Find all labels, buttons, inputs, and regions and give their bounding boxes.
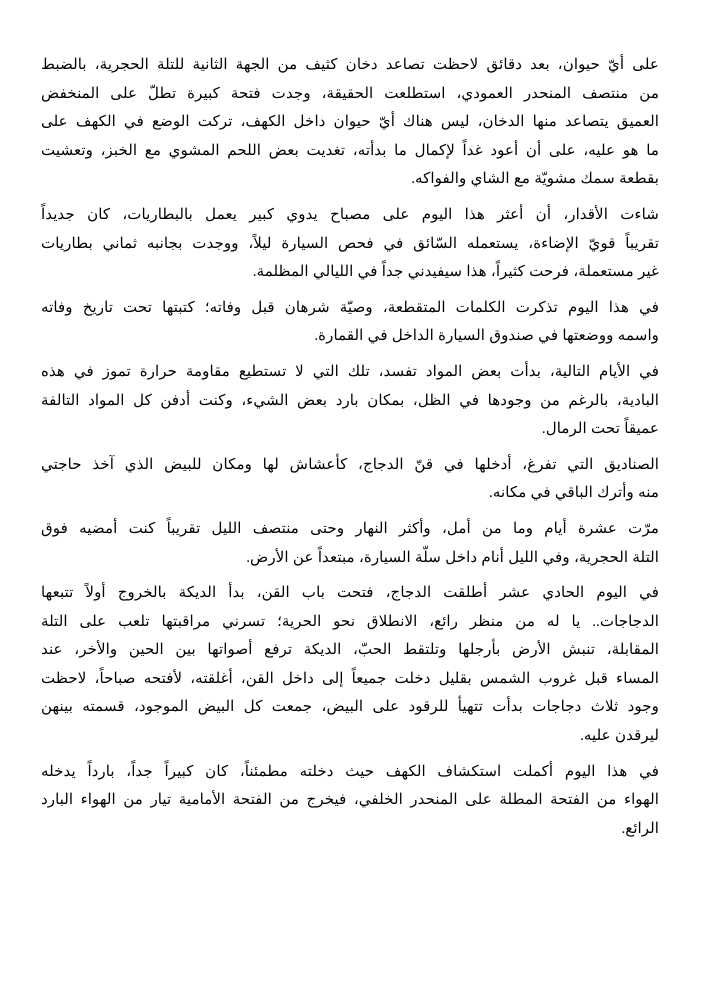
text-line: التلة الحجرية، وفي الليل أنام داخل سلّة السيارة، مبتعداً عن الأرض. xyxy=(246,548,659,566)
paragraph xyxy=(41,201,659,287)
text-line: ما هو عليه، على أن أعود غداً لإكمال ما بدأته، تغديت بعض اللحم المشوي مع الخبز، وتعشيت xyxy=(41,141,659,159)
paragraph xyxy=(41,358,659,444)
text-line: الهواء من الفتحة المطلة على المنحدر الخلفي، فيخرج من الفتحة الأمامية تيار من الهواء البارد xyxy=(41,791,659,809)
text-line: على أيّ حيوان، بعد دقائق لاحظت تصاعد دخان كثيف من الجهة الثانية للتلة الحجرية، بالضبط xyxy=(41,56,659,73)
text-line: في الأيام التالية، بدأت بعض المواد تفسد، تلك التي لا تستطيع مقاومة حرارة تموز في هذه xyxy=(41,362,659,380)
paragraph xyxy=(41,51,659,194)
text-line: بقطعة سمك مشويّة مع الشاي والفواكه. xyxy=(411,170,659,188)
text-line: الصناديق التي تفرغ، أدخلها في قنّ الدجاج، كأعشاش لها ومكان للبيض الذي آخذ حاجتي xyxy=(41,455,659,473)
text-line: المساء قبل غروب الشمس بقليل دخلت جميعاً إلى داخل القن، أغلقته، لأفتحه صباحاً، لاحظت xyxy=(41,669,659,687)
text-line: في هذا اليوم تذكرت الكلمات المتقطعة، وصيّة شرهان قبل وفاته؛ كتبتها تحت تاريخ وفاته xyxy=(41,298,659,316)
text-line: وجود ثلاث دجاجات بدأت تتهيأ للرقود على البيض، جمعت كل البيض الموجود، قسمته بينهن xyxy=(41,698,659,716)
paragraph xyxy=(41,758,659,844)
text-line: الدجاجات.. يا له من منظر رائع، الانطلاق نحو الحرية؛ تسرني مراقبتها تلعب على التلة xyxy=(41,612,659,630)
text-line: العميق يتصاعد منها الدخان، ليس هناك أيّ حيوان داخل الكهف، تركت الوضع في الكهف على xyxy=(41,113,659,131)
paragraph xyxy=(41,579,659,751)
document-body xyxy=(41,51,659,843)
text-line: في اليوم الحادي عشر أطلقت الدجاج، فتحت باب القن، بدأ الديكة بالخروج أولاً تتبعها xyxy=(41,584,659,602)
text-line: شاءت الأقدار، أن أعثر هذا اليوم على مصباح يدوي كبير يعمل بالبطاريات، كان جديداً xyxy=(41,205,659,223)
text-line: المقابلة، تنبش الأرض بأرجلها وتلتقط الحبّ، الديكة ترفع أصواتها بين الحين والأخر، عند xyxy=(41,641,659,659)
paragraph xyxy=(41,451,659,508)
text-line: واسمه ووضعتها في صندوق السيارة الداخل في القمارة. xyxy=(314,327,659,345)
text-line: الرائع. xyxy=(621,819,659,837)
paragraph xyxy=(41,294,659,351)
text-line: في هذا اليوم أكملت استكشاف الكهف حيث دخلته مطمئناً، كان كبيراً جداً، بارداً يدخله xyxy=(41,762,659,780)
paragraph xyxy=(41,515,659,572)
text-line: منه وأترك الباقي في مكانه. xyxy=(489,484,659,502)
text-line: تقريباً قويّ الإضاءة، يستعمله السّائق في فحص السيارة ليلاً، ووجدت بجانبه ثماني بطاريات xyxy=(41,234,659,252)
text-line: مرّت عشرة أيام وما من أمل، وأكثر النهار وحتى منتصف الليل تقريباً كنت أمضيه فوق xyxy=(41,519,659,537)
text-line: ليرقدن عليه. xyxy=(580,727,659,745)
text-line: عميقاً تحت الرمال. xyxy=(541,420,659,438)
text-line: غير مستعملة، فرحت كثيراً، هذا سيفيدني جداً في الليالي المظلمة. xyxy=(252,263,659,281)
text-line: من منتصف المنحدر العمودي، استطلعت الحقيقة، وجدت فتحة كبيرة تطلّ على المنخفض xyxy=(41,84,659,102)
text-line: البادية، بالرغم من وجودها في الظل، بمكان بارد بعض الشيء، وكنت أدفن كل المواد التالفة xyxy=(41,391,659,409)
